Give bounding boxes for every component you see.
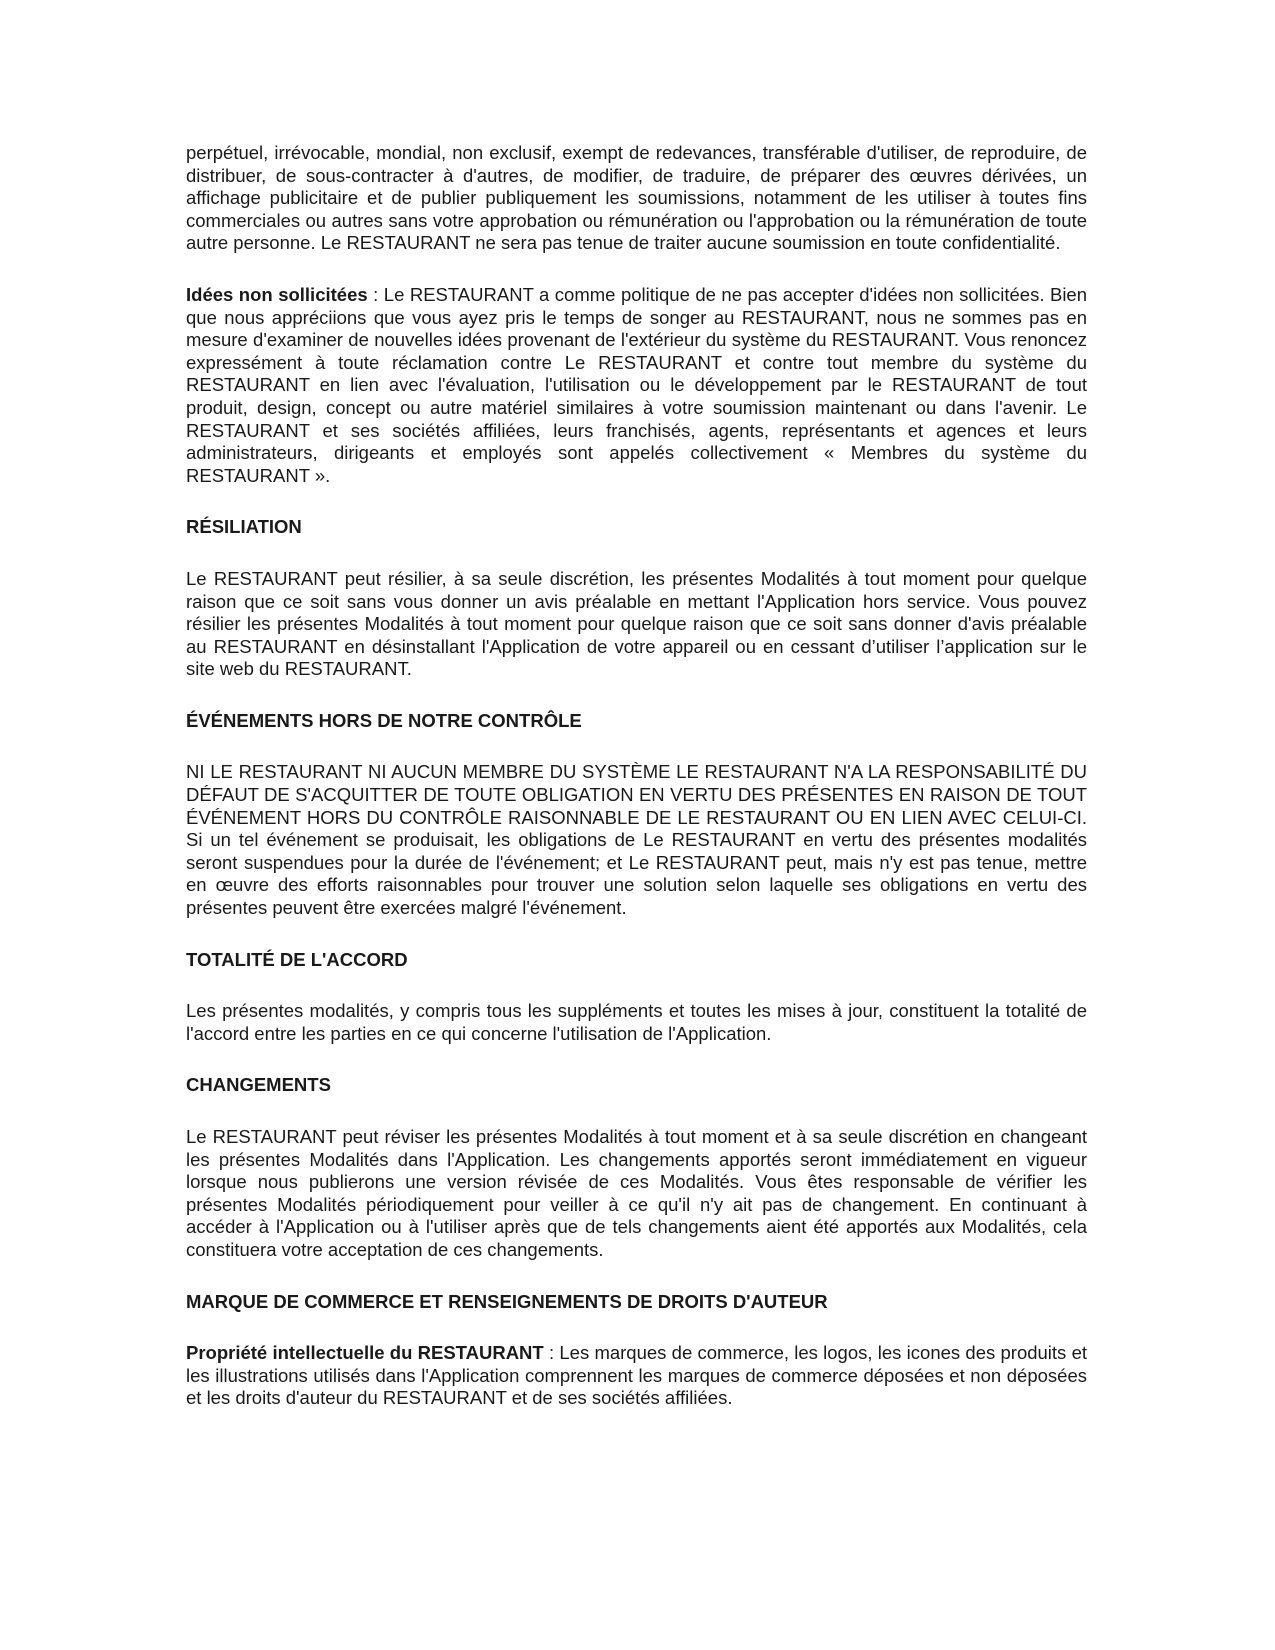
document-page (186, 142, 1087, 1439)
heading-trademark: MARQUE DE COMMERCE ET RENSEIGNEMENTS DE DROITS D'AUTEUR (186, 1290, 828, 1312)
intellectual-property-lead: Propriété intellectuelle du RESTAURANT (186, 1342, 544, 1364)
heading-resiliation: RÉSILIATION (186, 516, 302, 538)
intellectual-property-body: : Les marques de commerce, les logos, les icones des produits et les illustrations utilisés dans l'Application comprennent les marques de commerce déposées et non déposées et les droits d'auteur du RESTAURANT et de ses sociétés affiliées. (186, 1342, 1087, 1409)
heading-changes: CHANGEMENTS (186, 1074, 331, 1096)
heading-events: ÉVÉNEMENTS HORS DE NOTRE CONTRÔLE (186, 709, 582, 731)
unsolicited-ideas-body: : Le RESTAURANT a comme politique de ne pas accepter d'idées non sollicitées. Bien que nous appréciions que vous ayez pris le temps de songer au RESTAURANT, nous ne sommes pas en mesure d'examiner de nouvelles idées provenant de l'extérieur du système du RESTAURANT. Vous renoncez expressément à toute réclamation contre Le RESTAURANT et contre tout membre du système du RESTAURANT en lien avec l'évaluation, l'utilisation ou le développement par le RESTAURANT de tout produit, design, concept ou autre matériel similaires à votre soumission maintenant ou dans l'avenir. Le RESTAURANT et ses sociétés affiliées, leurs franchisés, agents, représentants et agences et leurs administrateurs, dirigeants et employés sont appelés collectivement « Membres du système du RESTAURANT ». (186, 283, 1088, 486)
paragraph-unsolicited-ideas (186, 284, 1087, 487)
paragraph-changes: Le RESTAURANT peut réviser les présentes Modalités à tout moment et à sa seule discrétion en changeant les présentes Modalités dans l'Application. Les changements apportés seront immédiatement en vigueur lorsque nous publierons une version révisée de ces Modalités. Vous êtes responsable de vérifier les présentes Modalités périodiquement pour veiller à ce qu'il n'y ait pas de changement. En continuant à accéder à l'Application ou à l'utiliser après que de tels changements aient été apportés aux Modalités, cela constituera votre acceptation de ces changements. (186, 1126, 1087, 1260)
paragraph-submissions-license: perpétuel, irrévocable, mondial, non exclusif, exempt de redevances, transférable d'utiliser, de reproduire, de distribuer, de sous-contracter à d'autres, de modifier, de traduire, de préparer des œuvres dérivées, un affichage publicitaire et de publier publiquement les soumissions, notamment de les utiliser à toutes fins commerciales ou autres sans votre approbation ou rémunération ou l'approbation ou la rémunération de toute autre personne. Le RESTAURANT ne sera pas tenue de traiter aucune soumission en toute confidentialité. (186, 142, 1087, 254)
paragraph-entire-agreement: Les présentes modalités, y compris tous les suppléments et toutes les mises à jour, constituent la totalité de l'accord entre les parties en ce qui concerne l'utilisation de l'Application. (186, 1000, 1087, 1044)
heading-entire-agreement: TOTALITÉ DE L'ACCORD (186, 948, 408, 970)
unsolicited-ideas-lead: Idées non sollicitées (186, 283, 368, 305)
paragraph-intellectual-property (186, 1342, 1087, 1410)
paragraph-events: NI LE RESTAURANT NI AUCUN MEMBRE DU SYSTÈME LE RESTAURANT N'A LA RESPONSABILITÉ DU DÉFAUT DE S'ACQUITTER DE TOUTE OBLIGATION EN VERTU DES PRÉSENTES EN RAISON DE TOUT ÉVÉNEMENT HORS DU CONTRÔLE RAISONNABLE DE LE RESTAURANT OU EN LIEN AVEC CELUI-CI. Si un tel événement se produisait, les obligations de Le RESTAURANT en vertu des présentes modalités seront suspendues pour la durée de l'événement; et Le RESTAURANT peut, mais n'y est pas tenue, mettre en œuvre des efforts raisonnables pour trouver une solution selon laquelle ses obligations en vertu des présentes peuvent être exercées malgré l'événement. (186, 761, 1087, 919)
paragraph-resiliation: Le RESTAURANT peut résilier, à sa seule discrétion, les présentes Modalités à tout moment pour quelque raison que ce soit sans vous donner un avis préalable en mettant l'Application hors service. Vous pouvez résilier les présentes Modalités à tout moment pour quelque raison que ce soit sans donner d'avis préalable au RESTAURANT en désinstallant l'Application de votre appareil ou en cessant d’utiliser l’application sur le site web du RESTAURANT. (186, 567, 1087, 680)
